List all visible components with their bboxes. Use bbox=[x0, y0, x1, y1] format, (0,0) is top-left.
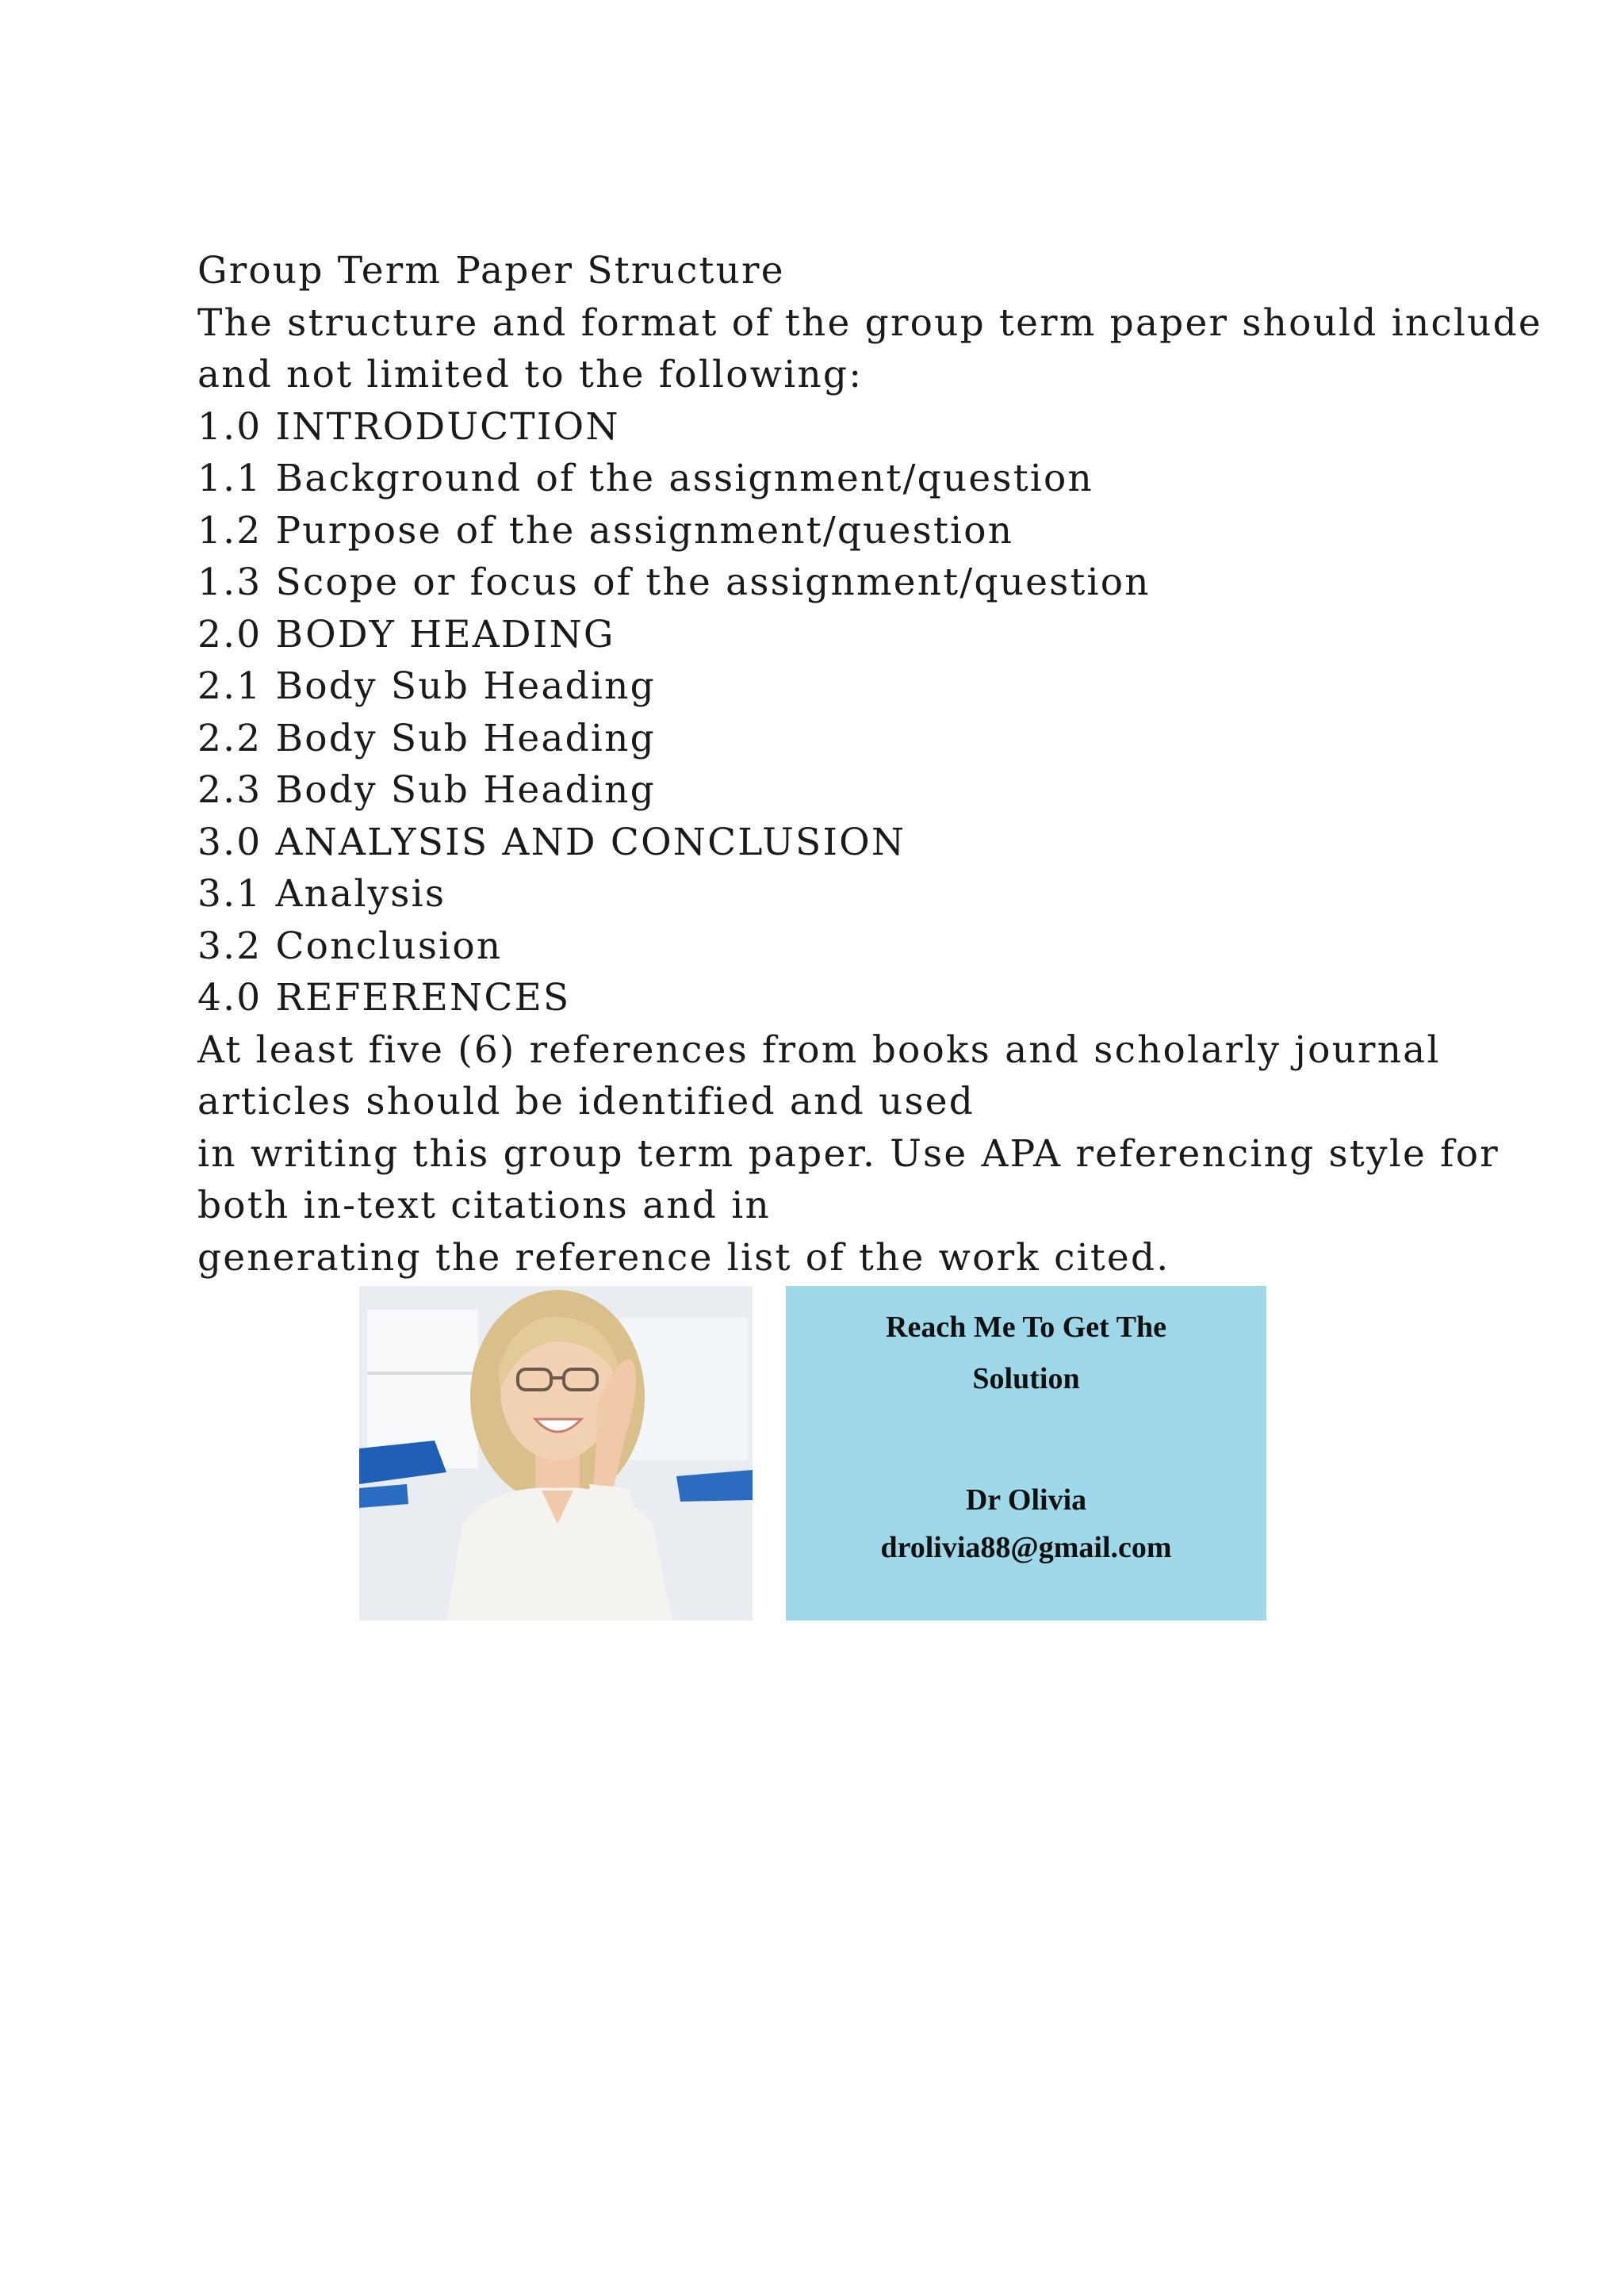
subsection-item: 2.1 Body Sub Heading bbox=[197, 664, 656, 708]
contact-name: Dr Olivia bbox=[965, 1483, 1087, 1517]
portrait-illustration bbox=[359, 1286, 753, 1621]
subsection-item: 1.3 Scope or focus of the assignment/question bbox=[197, 561, 1151, 604]
paragraph-line: in writing this group term paper. Use APA referencing style for bbox=[197, 1131, 1500, 1176]
subsection-item: 3.1 Analysis bbox=[197, 872, 446, 916]
subsection-item: 1.1 Background of the assignment/question bbox=[197, 457, 1094, 500]
paragraph-line: both in-text citations and in bbox=[197, 1184, 771, 1227]
banner-divider bbox=[753, 1286, 786, 1621]
contact-headline: Reach Me To Get The bbox=[886, 1311, 1166, 1344]
section-heading: 4.0 REFERENCES bbox=[197, 976, 571, 1020]
subsection-item: 2.2 Body Sub Heading bbox=[197, 716, 656, 760]
section-heading: 1.0 INTRODUCTION bbox=[197, 404, 620, 449]
contact-email: drolivia88@gmail.com bbox=[880, 1531, 1172, 1564]
document-title: Group Term Paper Structure bbox=[197, 249, 785, 293]
paragraph-line: The structure and format of the group term paper should include bbox=[197, 300, 1542, 345]
section-heading: 2.0 BODY HEADING bbox=[197, 612, 615, 656]
contact-headline-2: Solution bbox=[972, 1362, 1080, 1395]
paragraph-line: generating the reference list of the work cited. bbox=[197, 1235, 1170, 1280]
woman-photo-image bbox=[359, 1286, 753, 1621]
paragraph-line: and not limited to the following: bbox=[197, 353, 864, 396]
document-text bbox=[197, 245, 1542, 1284]
subsection-item: 3.2 Conclusion bbox=[197, 924, 503, 968]
subsection-item: 1.2 Purpose of the assignment/question bbox=[197, 508, 1014, 553]
paragraph-line: At least five (6) references from books and scholarly journal bbox=[197, 1027, 1441, 1072]
contact-card bbox=[786, 1286, 1266, 1621]
section-heading: 3.0 ANALYSIS AND CONCLUSION bbox=[197, 820, 906, 864]
paragraph-line: articles should be identified and used bbox=[197, 1080, 975, 1123]
subsection-item: 2.3 Body Sub Heading bbox=[197, 768, 656, 812]
contact-banner bbox=[359, 1286, 1266, 1621]
